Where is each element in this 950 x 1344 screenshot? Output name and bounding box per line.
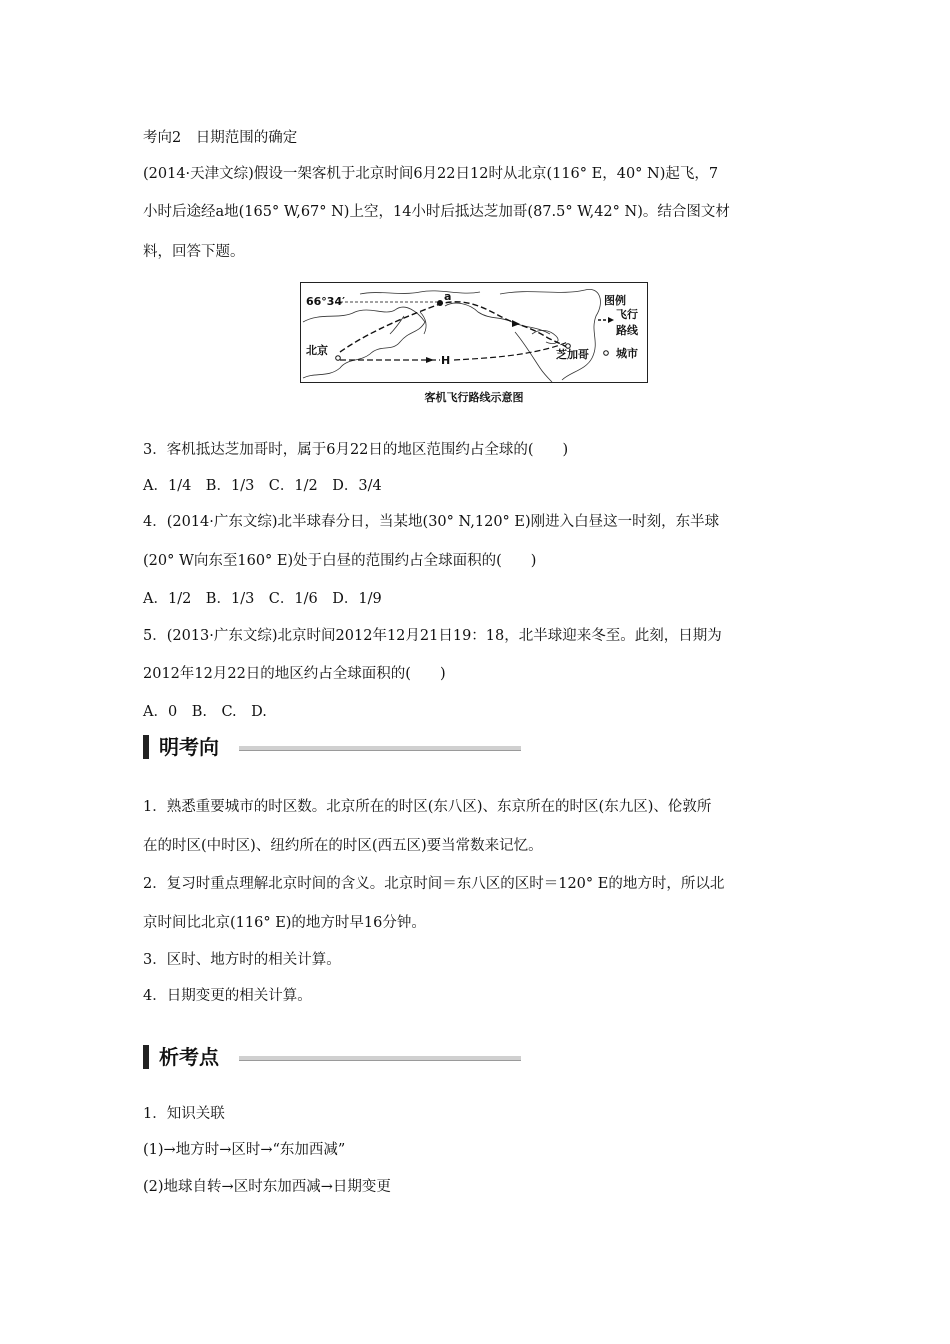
question-options: A．1/2 B．1/3 C．1/6 D．1/9 [143, 591, 382, 607]
legend-title: 图例 [604, 294, 626, 307]
section-bar [143, 735, 149, 759]
section-header-xikaodian [143, 1043, 523, 1071]
section-title: 明考向 [159, 735, 219, 759]
flight-route-map [300, 282, 648, 383]
intro-line: 小时后途经a地(165° W,67° N)上空，14小时后抵达芝加哥(87.5° W,42° N)。结合图文材 [143, 204, 730, 220]
section-header-mingkaoxiang [143, 733, 523, 761]
legend-route-label: 飞行 [616, 308, 638, 321]
a-label: a [444, 290, 452, 303]
section1-line: 在的时区(中时区)、纽约所在的时区(西五区)要当常数来记忆。 [143, 838, 543, 854]
section1-line: 3．区时、地方时的相关计算。 [143, 952, 341, 968]
section2-line: (2)地球自转→区时东加西减→日期变更 [143, 1179, 391, 1195]
section2-line: (1)→地方时→区时→“东加西减” [143, 1142, 346, 1158]
beijing-label: 北京 [306, 344, 328, 357]
section-title: 析考点 [159, 1045, 219, 1069]
question-options: A．1/4 B．1/3 C．1/2 D．3/4 [143, 478, 382, 494]
section-bar [143, 1045, 149, 1069]
section2-line: 1．知识关联 [143, 1106, 225, 1122]
section1-line: 1．熟悉重要城市的时区数。北京所在的时区(东八区)、东京所在的时区(东九区)、伦敦所 [143, 799, 712, 815]
map-frame [301, 283, 648, 383]
intro-line: 料，回答下题。 [143, 244, 245, 260]
question-options: A．0 B. C. D. [143, 704, 267, 720]
city-icon [336, 356, 341, 361]
question-line: (20° W向东至160° E)处于白昼的范围约占全球面积的( ) [143, 553, 537, 569]
lat-label: 66°34′ [306, 295, 346, 308]
section1-line: 4．日期变更的相关计算。 [143, 988, 312, 1004]
section1-line: 2．复习时重点理解北京时间的含义。北京时间＝东八区的区时＝120° E的地方时，所以北 [143, 876, 725, 892]
section-rule [239, 746, 521, 751]
legend-city-icon [604, 351, 609, 356]
chicago-label: 芝加哥 [556, 348, 589, 361]
figure-caption: 客机飞行路线示意图 [424, 391, 524, 404]
h-label: H [441, 354, 451, 367]
point-a-icon [437, 300, 443, 306]
question-line: 5．(2013·广东文综)北京时间2012年12月21日19：18，北半球迎来冬至。此刻，日期为 [143, 628, 722, 644]
heading: 考向2 日期范围的确定 [143, 130, 298, 146]
legend-city-label: 城市 [616, 347, 638, 360]
section-rule [239, 1056, 521, 1061]
section1-line: 京时间比北京(116° E)的地方时早16分钟。 [143, 915, 426, 931]
intro-line: (2014·天津文综)假设一架客机于北京时间6月22日12时从北京(116° E，40° N)起飞，7 [143, 166, 719, 182]
question-line: 2012年12月22日的地区约占全球面积的( ) [143, 666, 446, 682]
legend-route-label: 路线 [616, 324, 638, 337]
question-line: 3．客机抵达芝加哥时，属于6月22日的地区范围约占全球的( ) [143, 442, 569, 458]
question-line: 4．(2014·广东文综)北半球春分日，当某地(30° N,120° E)刚进入白昼这一时刻，东半球 [143, 514, 720, 530]
